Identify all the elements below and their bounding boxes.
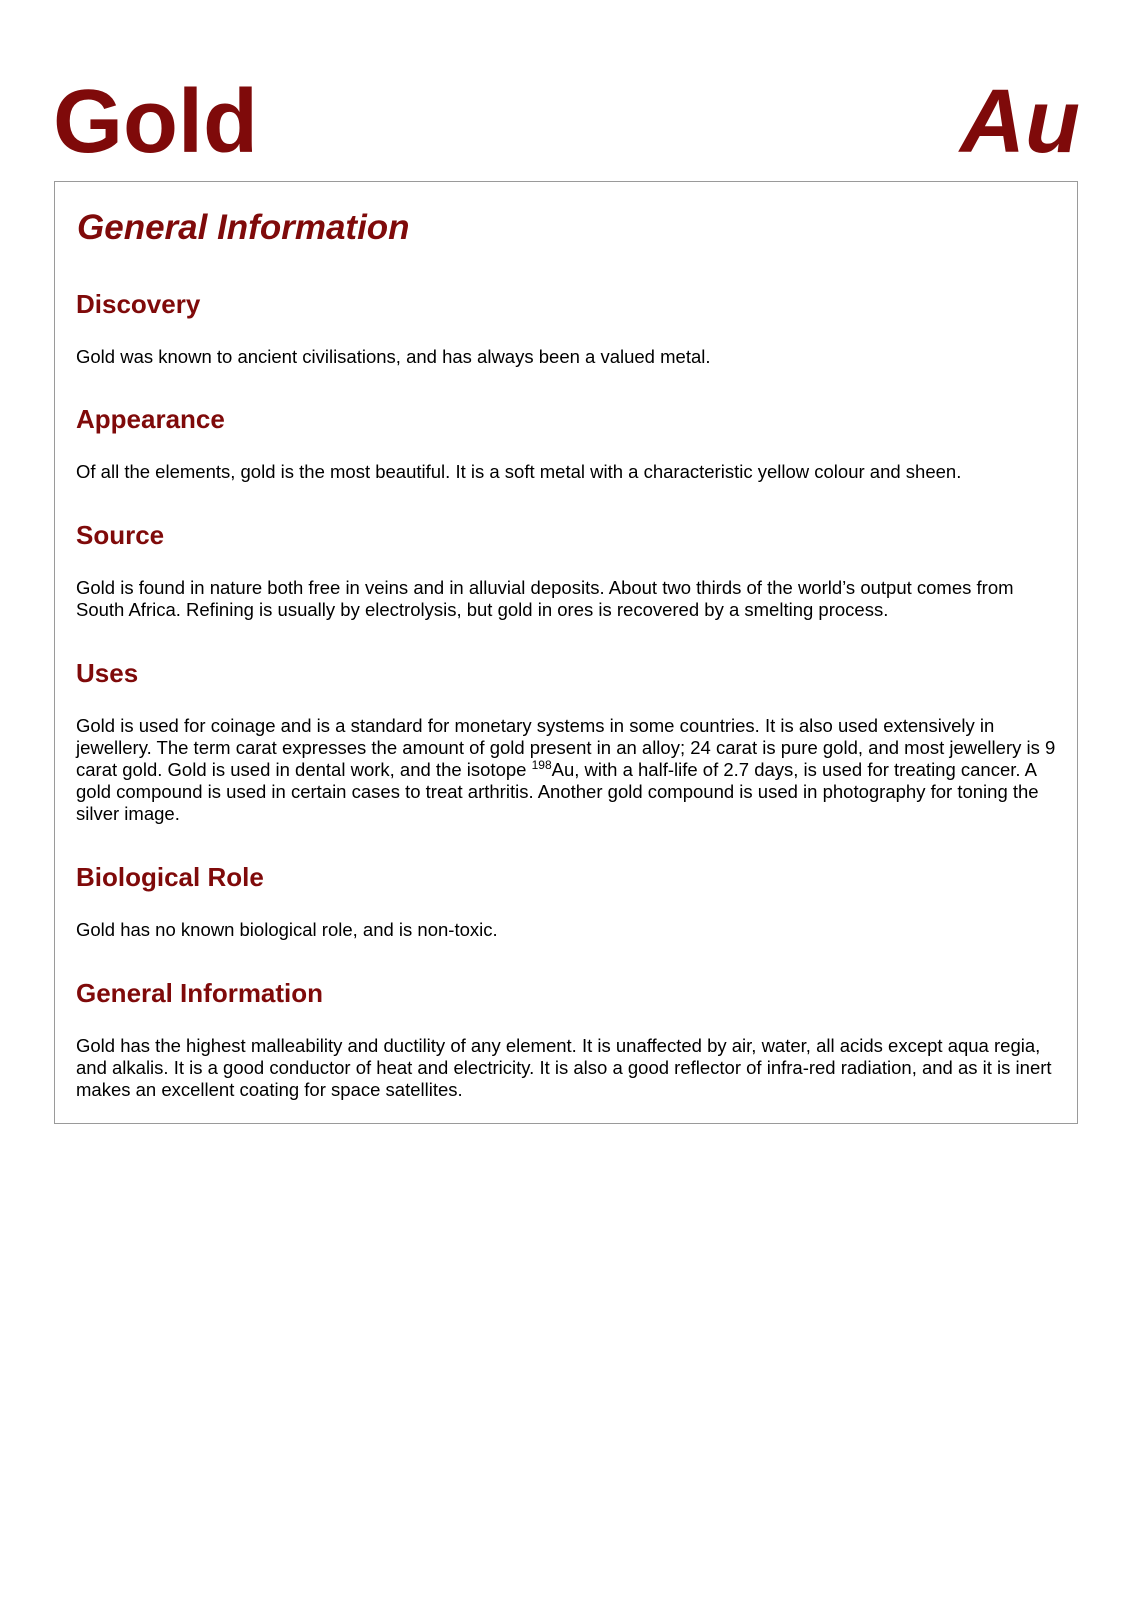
text-after-isotope: Au, with a half-life of 2.7 days, is used for treating cancer. A gold compound is used in certain cases to treat arthritis. Another gold compound is used in photography for toning the silver image. — [76, 759, 1039, 824]
isotope-mass-number: 198 — [531, 758, 552, 772]
section-heading: Appearance — [76, 404, 225, 434]
element-symbol: Au — [960, 72, 1080, 172]
section-discovery — [76, 289, 1056, 368]
section-text: Gold was known to ancient civilisations, and has always been a valued metal. — [76, 346, 711, 367]
section-heading: Biological Role — [76, 862, 264, 892]
section-text: Gold is found in nature both free in veins and in alluvial deposits. About two thirds of the world’s output comes from South Africa. Refining is usually by electrolysis, but gold in ores is recovered by a smelting process. — [76, 577, 1014, 620]
section-general-information — [76, 978, 1056, 1101]
section-heading: Source — [76, 520, 165, 550]
section-biological-role — [76, 862, 1056, 941]
section-appearance — [76, 404, 1056, 483]
section-text: Gold has no known biological role, and is non-toxic. — [76, 919, 498, 940]
section-uses — [76, 658, 1056, 825]
section-text: Of all the elements, gold is the most beautiful. It is a soft metal with a characteristic yellow colour and sheen. — [76, 461, 962, 482]
section-heading: Discovery — [76, 289, 201, 319]
panel-title: General Information — [77, 208, 410, 247]
info-panel — [54, 181, 1078, 1124]
section-source — [76, 520, 1056, 621]
text-before-isotope: Gold is used for coinage and is a standard for monetary systems in some countries. It is also used extensively in jewellery. The term carat expresses the amount of gold present in an alloy; 24 carat is pure gold, and most jewellery is 9 carat gold. Gold is used in dental work, and the isotope — [76, 715, 1056, 780]
section-text: Gold has the highest malleability and ductility of any element. It is unaffected by air, water, all acids except aqua regia, and alkalis. It is a good conductor of heat and electricity. It is also a good reflector of infra-red radiation, and as it is inert makes an excellent coating for space satellites. — [76, 1035, 1052, 1100]
page-header — [53, 72, 1080, 172]
section-text — [76, 715, 1056, 825]
section-heading: Uses — [76, 658, 139, 688]
section-heading: General Information — [76, 978, 324, 1008]
element-name: Gold — [53, 72, 258, 172]
